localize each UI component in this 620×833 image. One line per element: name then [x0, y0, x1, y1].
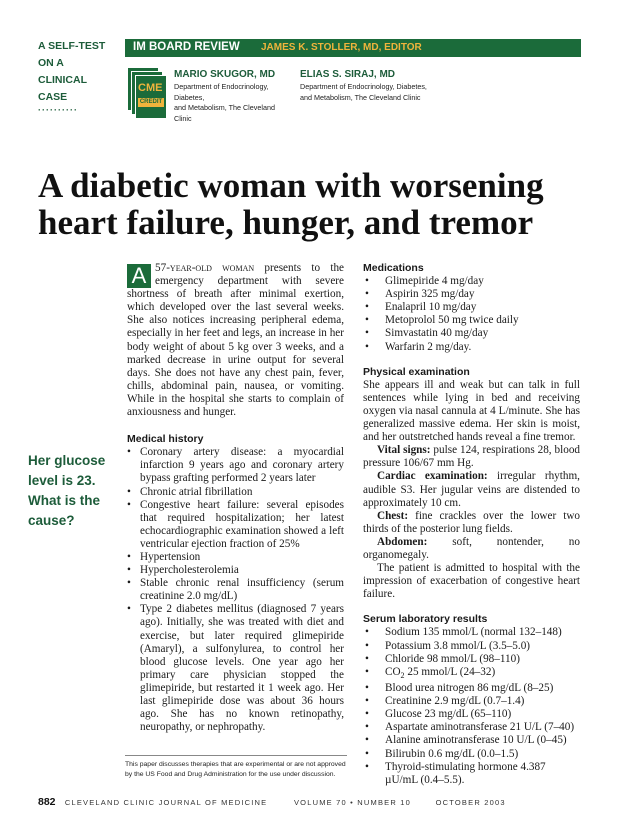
pull-quote-line: What is the: [28, 493, 101, 508]
left-column: [127, 262, 344, 734]
pull-quote-line: Her glucose: [28, 453, 106, 468]
list-item: • Simvastatin 40 mg/day: [363, 327, 580, 340]
cme-badge-icon: [127, 67, 167, 119]
vital-signs: [363, 444, 580, 470]
self-test-line: A SELF-TEST: [38, 40, 106, 52]
list-item: • Sodium 135 mmol/L (normal 132–148): [363, 626, 580, 639]
list-item: • Enalapril 10 mg/day: [363, 301, 580, 314]
list-item: • Coronary artery disease: a myocardial infarction 9 years ago and coronary artery bypass grafting performed 2 years later: [127, 446, 344, 485]
chest-text: fine crackles over the lower two thirds of the posterior lung fields.: [363, 509, 580, 535]
list-item: • Aspartate aminotransferase 21 U/L (7–40): [363, 721, 580, 734]
author-name: ELIAS S. SIRAJ, MD: [300, 69, 396, 80]
author-2: [300, 69, 430, 103]
list-item: • Type 2 diabetes mellitus (diagnosed 7 years ago). Initially, she was treated with diet and exercise, but later required glimepiride (Amaryl), a sulfonylurea, to control her blood glucose levels. One year ago her primary care physician stopped the glimepiride, but restarted it 1 week ago. Her last glimepiride dose was about 36 hours ago. She has no known retinopathy, neuropathy, or nephropathy.: [127, 603, 344, 734]
author-affiliation: Department of Endocrinology, Diabetes,: [300, 82, 427, 91]
pull-quote: [28, 451, 106, 531]
title-line: A diabetic woman with worsening: [38, 166, 544, 205]
self-test-line: CASE: [38, 91, 68, 103]
list-item: • Hypertension: [127, 551, 344, 564]
volume-issue: VOLUME 70 • NUMBER 10: [293, 798, 411, 807]
pull-quote-line: level is 23.: [28, 473, 96, 488]
physical-exam-intro: She appears ill and weak but can talk in full sentences while lying in bed and receiving oxygen via nasal cannula at 4 L/minute. She has generalized massive edema. Her skin is moist, and her outstretched hands reveal a fine tremor.: [363, 378, 580, 444]
section-title: IM BOARD REVIEW: [133, 41, 240, 53]
list-item: • Stable chronic renal insufficiency (serum creatinine 2.0 mg/dL): [127, 577, 344, 603]
vital-label: Vital signs:: [377, 444, 431, 457]
title-line: heart failure, hunger, and tremor: [38, 203, 534, 242]
right-column: [363, 262, 580, 787]
self-test-label: [38, 38, 118, 114]
list-item: • Aspirin 325 mg/day: [363, 288, 580, 301]
medications-heading: Medications: [363, 262, 424, 274]
list-item: • Alanine aminotransferase 10 U/L (0–45): [363, 734, 580, 747]
list-item: • Hypercholesterolemia: [127, 564, 344, 577]
footnote: This paper discusses therapies that are experimental or are not approved by the US Food and Drug Administration for the use under discussion.: [125, 755, 347, 780]
page-footer: [38, 796, 506, 808]
chest-label: Chest:: [377, 509, 409, 522]
cme-page-front: [135, 75, 167, 119]
intro-paragraph: [127, 262, 344, 419]
medical-history-list: [127, 446, 344, 734]
list-item: [363, 666, 580, 682]
intro-lead: 57-year-old woman: [155, 262, 255, 274]
list-item: • Warfarin 2 mg/day.: [363, 341, 580, 354]
author-affiliation: Department of Endocrinology, Diabetes,: [174, 82, 269, 102]
cardiac-text: irregular rhythm, audible S3. Her jugular veins are distended to approximately 10 cm.: [363, 470, 580, 509]
article-title: [38, 167, 598, 241]
cme-credit-label: CREDIT: [139, 99, 163, 105]
chest-exam: [363, 510, 580, 536]
author-name: MARIO SKUGOR, MD: [174, 69, 276, 80]
intro-text: presents to the emergency department with severe shortness of breath after minimal exertion, which developed over the last several weeks. She also notices increasing peripheral edema, especially in her feet and legs, an increase in her body weight of about 5 kg over 3 weeks, and a marked decrease in urine output for several days. She does not have any chest pain, fever, chills, abdominal pain, nausea, or vomiting. While in the hospital she starts to complain of anxiousness and hunger.: [127, 262, 345, 419]
cme-label: CME: [138, 82, 163, 94]
self-test-line: ON A: [38, 57, 64, 69]
co2-label: CO: [385, 665, 401, 678]
medical-history-heading: Medical history: [127, 433, 204, 446]
medications-list: [363, 275, 580, 354]
cardiac-exam: [363, 470, 580, 509]
abdomen-label: Abdomen:: [377, 535, 428, 548]
list-item: • Bilirubin 0.6 mg/dL (0.0–1.5): [363, 748, 580, 761]
list-item: • Blood urea nitrogen 86 mg/dL (8–25): [363, 682, 580, 695]
header-bar: [125, 39, 581, 57]
physical-exam-heading: Physical examination: [363, 365, 470, 378]
labs-list: [363, 626, 580, 786]
section-editor: JAMES K. STOLLER, MD, EDITOR: [261, 42, 422, 53]
abdomen-exam: [363, 536, 580, 562]
issue-date: OCTOBER 2003: [435, 798, 506, 807]
list-item: • Chloride 98 mmol/L (98–110): [363, 653, 580, 666]
self-test-line: CLINICAL: [38, 74, 87, 86]
dotted-rule: ··········: [38, 105, 78, 115]
pull-quote-line: cause?: [28, 513, 75, 528]
vital-text: pulse 124, respirations 28, blood pressure 106/67 mm Hg.: [363, 444, 581, 470]
journal-name: CLEVELAND CLINIC JOURNAL OF MEDICINE: [64, 798, 268, 807]
author-affiliation: and Metabolism, The Cleveland Clinic: [300, 92, 421, 102]
list-item: • Creatinine 2.9 mg/dL (0.7–1.4): [363, 695, 580, 708]
co2-value: 25 mmol/L (24–32): [404, 665, 496, 678]
cardiac-label: Cardiac examination:: [377, 470, 488, 483]
co2-subscript: 2: [400, 670, 405, 680]
list-item: • Glucose 23 mg/dL (65–110): [363, 708, 580, 721]
list-item: • Metoprolol 50 mg twice daily: [363, 314, 580, 327]
abdomen-text: soft, nontender, no organomegaly.: [363, 535, 580, 561]
list-item: • Chronic atrial fibrillation: [127, 486, 344, 499]
list-item: • Potassium 3.8 mmol/L (3.5–5.0): [363, 640, 580, 653]
page-number: 882: [38, 796, 56, 808]
list-item: • Thyroid-stimulating hormone 4.387 µU/mL (0.4–5.5).: [363, 761, 580, 787]
author-1: [174, 69, 294, 124]
author-affiliation: and Metabolism, The Cleveland Clinic: [174, 103, 275, 123]
admission-paragraph: The patient is admitted to hospital with the impression of exacerbation of congestive heart failure.: [363, 562, 580, 601]
list-item: • Congestive heart failure: several episodes that required hospitalization; her latest echocardiographic examination showed a left ventricular ejection fraction of 25%: [127, 499, 344, 551]
drop-cap: A: [127, 264, 151, 288]
list-item: • Glimepiride 4 mg/day: [363, 275, 580, 288]
labs-heading: Serum laboratory results: [363, 613, 488, 626]
